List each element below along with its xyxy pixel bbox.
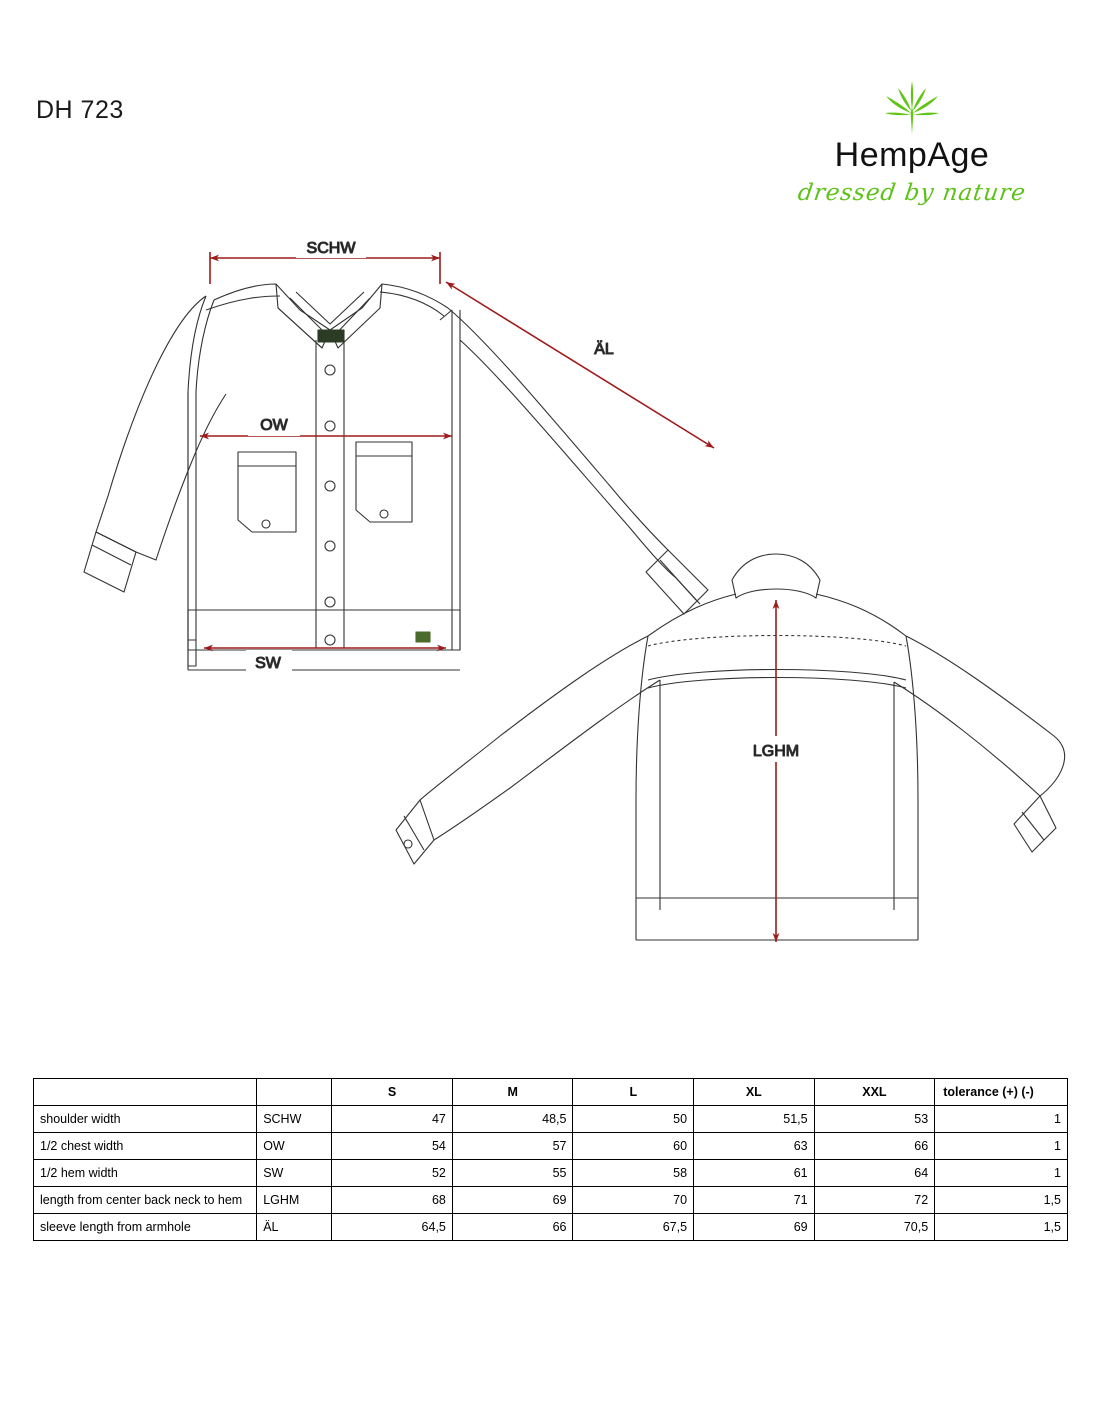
back-view-shape [396,554,1065,940]
cell-xl: 61 [694,1160,815,1187]
technical-drawings [0,180,1100,1060]
row-description: shoulder width [34,1106,257,1133]
table-row [34,1160,1068,1187]
label-schw: SCHW [306,240,356,257]
cell-m: 48,5 [452,1106,573,1133]
cell-m: 69 [452,1187,573,1214]
row-description: 1/2 chest width [34,1133,257,1160]
cell-l: 70 [573,1187,694,1214]
table-row [34,1214,1068,1241]
header-size-l: L [573,1079,694,1106]
table-header-row [34,1079,1068,1106]
row-code: SW [257,1160,332,1187]
row-description: length from center back neck to hem [34,1187,257,1214]
cell-tolerance: 1 [935,1160,1068,1187]
cell-xl: 51,5 [694,1106,815,1133]
document-code: DH 723 [36,96,124,124]
cell-l: 67,5 [573,1214,694,1241]
cell-s: 54 [332,1133,453,1160]
table-row [34,1133,1068,1160]
cell-m: 66 [452,1214,573,1241]
row-code: SCHW [257,1106,332,1133]
front-dimension-lines [200,252,714,648]
cell-m: 57 [452,1133,573,1160]
cell-s: 64,5 [332,1214,453,1241]
cell-xl: 71 [694,1187,815,1214]
row-description: 1/2 hem width [34,1160,257,1187]
size-table-container [33,1078,1068,1241]
header-tolerance: tolerance (+) (-) [935,1079,1068,1106]
cell-tolerance: 1 [935,1133,1068,1160]
size-table [33,1078,1068,1241]
label-sw: SW [255,655,281,672]
cell-xl: 63 [694,1133,815,1160]
row-code: ÄL [257,1214,332,1241]
cell-s: 52 [332,1160,453,1187]
hemp-leaf-icon [881,80,943,134]
row-code: LGHM [257,1187,332,1214]
row-code: OW [257,1133,332,1160]
cell-xxl: 64 [814,1160,935,1187]
cell-l: 58 [573,1160,694,1187]
cell-xxl: 72 [814,1187,935,1214]
cell-m: 55 [452,1160,573,1187]
label-ael: ÄL [594,341,614,358]
cell-s: 47 [332,1106,453,1133]
header-description [34,1079,257,1106]
garment-drawings-svg [0,180,1100,1060]
header-size-xxl: XXL [814,1079,935,1106]
cell-xxl: 53 [814,1106,935,1133]
brand-tagline: dressed by nature [796,179,1028,206]
cell-tolerance: 1,5 [935,1187,1068,1214]
cell-tolerance: 1 [935,1106,1068,1133]
header-size-s: S [332,1079,453,1106]
front-dimension-labels [246,236,624,674]
back-dimension-labels [736,736,816,762]
cell-xxl: 70,5 [814,1214,935,1241]
cell-tolerance: 1,5 [935,1214,1068,1241]
label-ow: OW [260,417,288,434]
cell-xl: 69 [694,1214,815,1241]
table-row [34,1106,1068,1133]
row-description: sleeve length from armhole [34,1214,257,1241]
table-row [34,1187,1068,1214]
header-size-xl: XL [694,1079,815,1106]
cell-l: 60 [573,1133,694,1160]
cell-l: 50 [573,1106,694,1133]
header-size-m: M [452,1079,573,1106]
cell-xxl: 66 [814,1133,935,1160]
brand-name: HempAge [834,136,990,174]
label-lghm: LGHM [752,743,800,760]
cell-s: 68 [332,1187,453,1214]
header-code [257,1079,332,1106]
